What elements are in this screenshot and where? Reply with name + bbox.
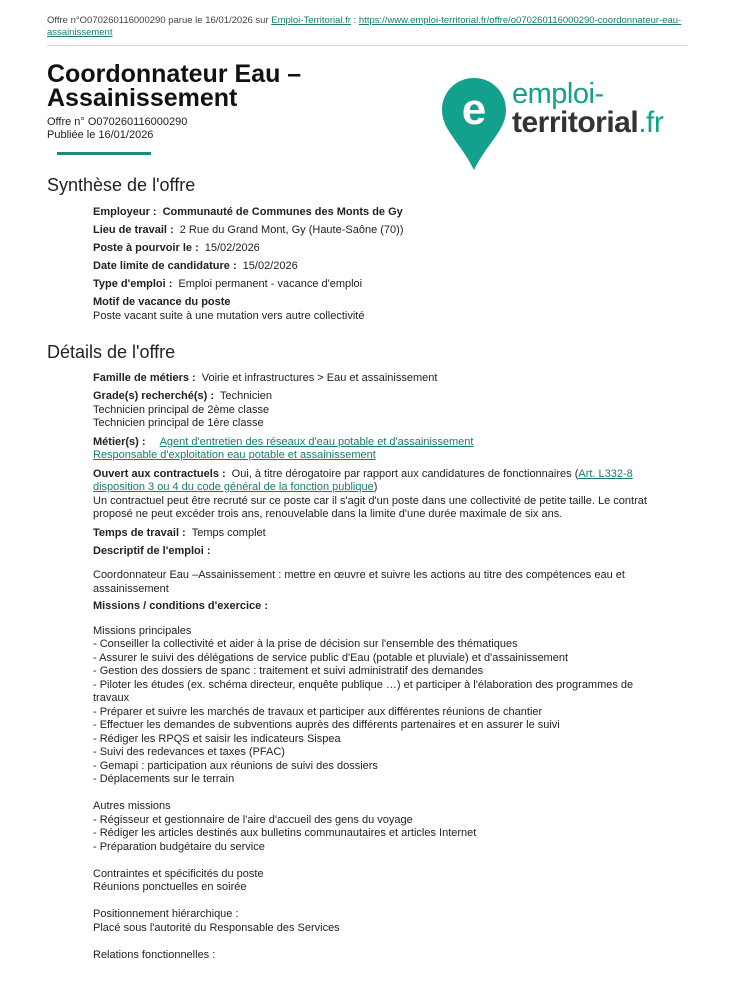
site-link[interactable]: Emploi-Territorial.fr	[271, 15, 351, 26]
temps-value: Temps complet	[191, 526, 266, 539]
header-divider	[47, 45, 687, 46]
missions-label: Missions / conditions d'exercice :	[93, 600, 268, 612]
grade-2: Technicien principal de 2ème classe	[93, 403, 270, 416]
logo-text-territorial	[512, 106, 663, 140]
motif-value: Poste vacant suite à une mutation vers autre collectivité	[93, 309, 365, 322]
field-grades	[93, 390, 668, 404]
title-accent-rule	[57, 152, 151, 155]
field-type-emploi	[93, 278, 668, 292]
field-descriptif	[93, 545, 668, 559]
logo-text-territorial-main: territorial	[512, 106, 639, 139]
contractuels-end: )	[373, 481, 378, 493]
contractuels-label: Ouvert aux contractuels :	[93, 467, 226, 480]
poste-value: 15/02/2026	[204, 242, 260, 254]
metier-link-1[interactable]: Agent d'entretien des réseaux d'eau potable et d'assainissement	[159, 435, 474, 448]
employeur-value: Communauté de Communes des Monts de Gy	[162, 206, 403, 218]
grade-3: Technicien principal de 1ère classe	[93, 417, 264, 429]
source-prefix: Offre n°O070260116000290 parue le 16/01/2026 sur	[47, 15, 269, 26]
grades-label: Grade(s) recherché(s) :	[93, 390, 215, 402]
lieu-label: Lieu de travail :	[93, 224, 174, 236]
source-line	[47, 15, 687, 39]
field-famille	[93, 372, 668, 386]
descriptif-value: Coordonnateur Eau –Assainissement : mettre en œuvre et suivre les actions au titre des compétences eau et assainissement	[93, 569, 625, 595]
field-lieu	[93, 224, 668, 238]
descriptif-label: Descriptif de l'emploi :	[93, 544, 211, 557]
type-value: Emploi permanent - vacance d'emploi	[178, 278, 363, 290]
metier-line-2	[93, 449, 668, 463]
section-heading-details: Détails de l'offre	[47, 342, 176, 362]
offer-meta	[47, 116, 187, 142]
field-employeur	[93, 206, 668, 220]
date-label: Date limite de candidature :	[93, 260, 237, 272]
field-date-limite	[93, 260, 668, 274]
offer-url-link[interactable]: https://www.emploi-territorial.fr/offre/o070260116000290-coordonnateur-eau-assainissement	[47, 15, 682, 38]
metiers-label: Métier(s) :	[93, 435, 146, 448]
type-label: Type d'emploi :	[93, 278, 173, 290]
field-metiers	[93, 436, 668, 450]
famille-label: Famille de métiers :	[93, 372, 196, 384]
synthese-block	[93, 206, 668, 323]
offer-number: Offre n° O070260116000290	[47, 116, 188, 128]
logo-text-emploi: emploi-	[512, 78, 604, 110]
details-block	[93, 372, 668, 962]
date-value: 15/02/2026	[242, 260, 298, 272]
section-heading-synthese: Synthèse de l'offre	[47, 175, 196, 195]
field-temps	[93, 527, 668, 541]
page-title: Coordonnateur Eau –Assainissement	[47, 60, 302, 112]
field-poste	[93, 242, 668, 256]
logo-text-fr: .fr	[638, 106, 664, 139]
lieu-value: 2 Rue du Grand Mont, Gy (Haute-Saône (70))	[179, 224, 404, 236]
offer-published-date: Publiée le 16/01/2026	[47, 129, 154, 141]
poste-label: Poste à pourvoir le :	[93, 242, 199, 254]
logo-letter: e	[461, 85, 487, 134]
employeur-label: Employeur :	[93, 206, 157, 218]
missions-text: Missions principales - Conseiller la collectivité et aider à la prise de décision sur l'ensemble des thématiques - Assurer le suivi des délégations de service public d'Eau (potable et pluviale) et d'assainissement - Gestion des dossiers de spanc : traitement et suivi administratif des demandes - Piloter les études (ex. schéma directeur, enquête publique …) et participer à l'élaboration des programmes de travaux - Préparer et suivre les marchés de travaux et participer aux différentes réunions de chantier - Effectuer les demandes de subventions auprès des différents partenaires et en assurer le suivi - Rédiger les RPQS et saisir les indicateurs Sispea - Suivi des redevances et taxes (PFAC) - Gemapi : participation aux réunions de suivi des dossiers - Déplacements sur le terrain Autres missions - Régisseur et gestionnaire de l'aire d'accueil des gens du voyage - Rédiger les articles destinés aux bulletins communautaires et articles Internet - Préparation budgétaire du service Contraintes et spécificités du poste Réunions ponctuelles en soirée Positionnement hiérarchique : Placé sous l'autorité du Responsable des Services Relations fonctionnelles :	[93, 624, 634, 961]
temps-label: Temps de travail :	[93, 526, 186, 539]
contractuels-note: Un contractuel peut être recruté sur ce poste car il s'agit d'un poste dans une collectivité de petite taille. Le contrat proposé ne peut excéder trois ans, renouvelable dans la limite d'une durée maximale de six ans.	[93, 494, 647, 520]
source-separator: :	[353, 15, 357, 26]
field-contractuels	[93, 468, 668, 495]
motif-label: Motif de vacance du poste	[93, 296, 231, 308]
field-missions	[93, 600, 668, 614]
metier-link-2[interactable]: Responsable d'exploitation eau potable et assainissement	[93, 449, 376, 461]
contractuels-value: Oui, à titre dérogatoire par rapport aux candidatures de fonctionnaires (	[231, 467, 579, 480]
article-link[interactable]: Art. L332-8 disposition 3 ou 4 du code général de la fonction publique	[93, 467, 633, 493]
location-pin-icon	[440, 76, 508, 172]
field-motif	[93, 296, 668, 310]
famille-value: Voirie et infrastructures > Eau et assainissement	[201, 372, 438, 384]
emploi-territorial-logo[interactable]	[440, 76, 690, 172]
grade-1: Technicien	[220, 390, 273, 402]
